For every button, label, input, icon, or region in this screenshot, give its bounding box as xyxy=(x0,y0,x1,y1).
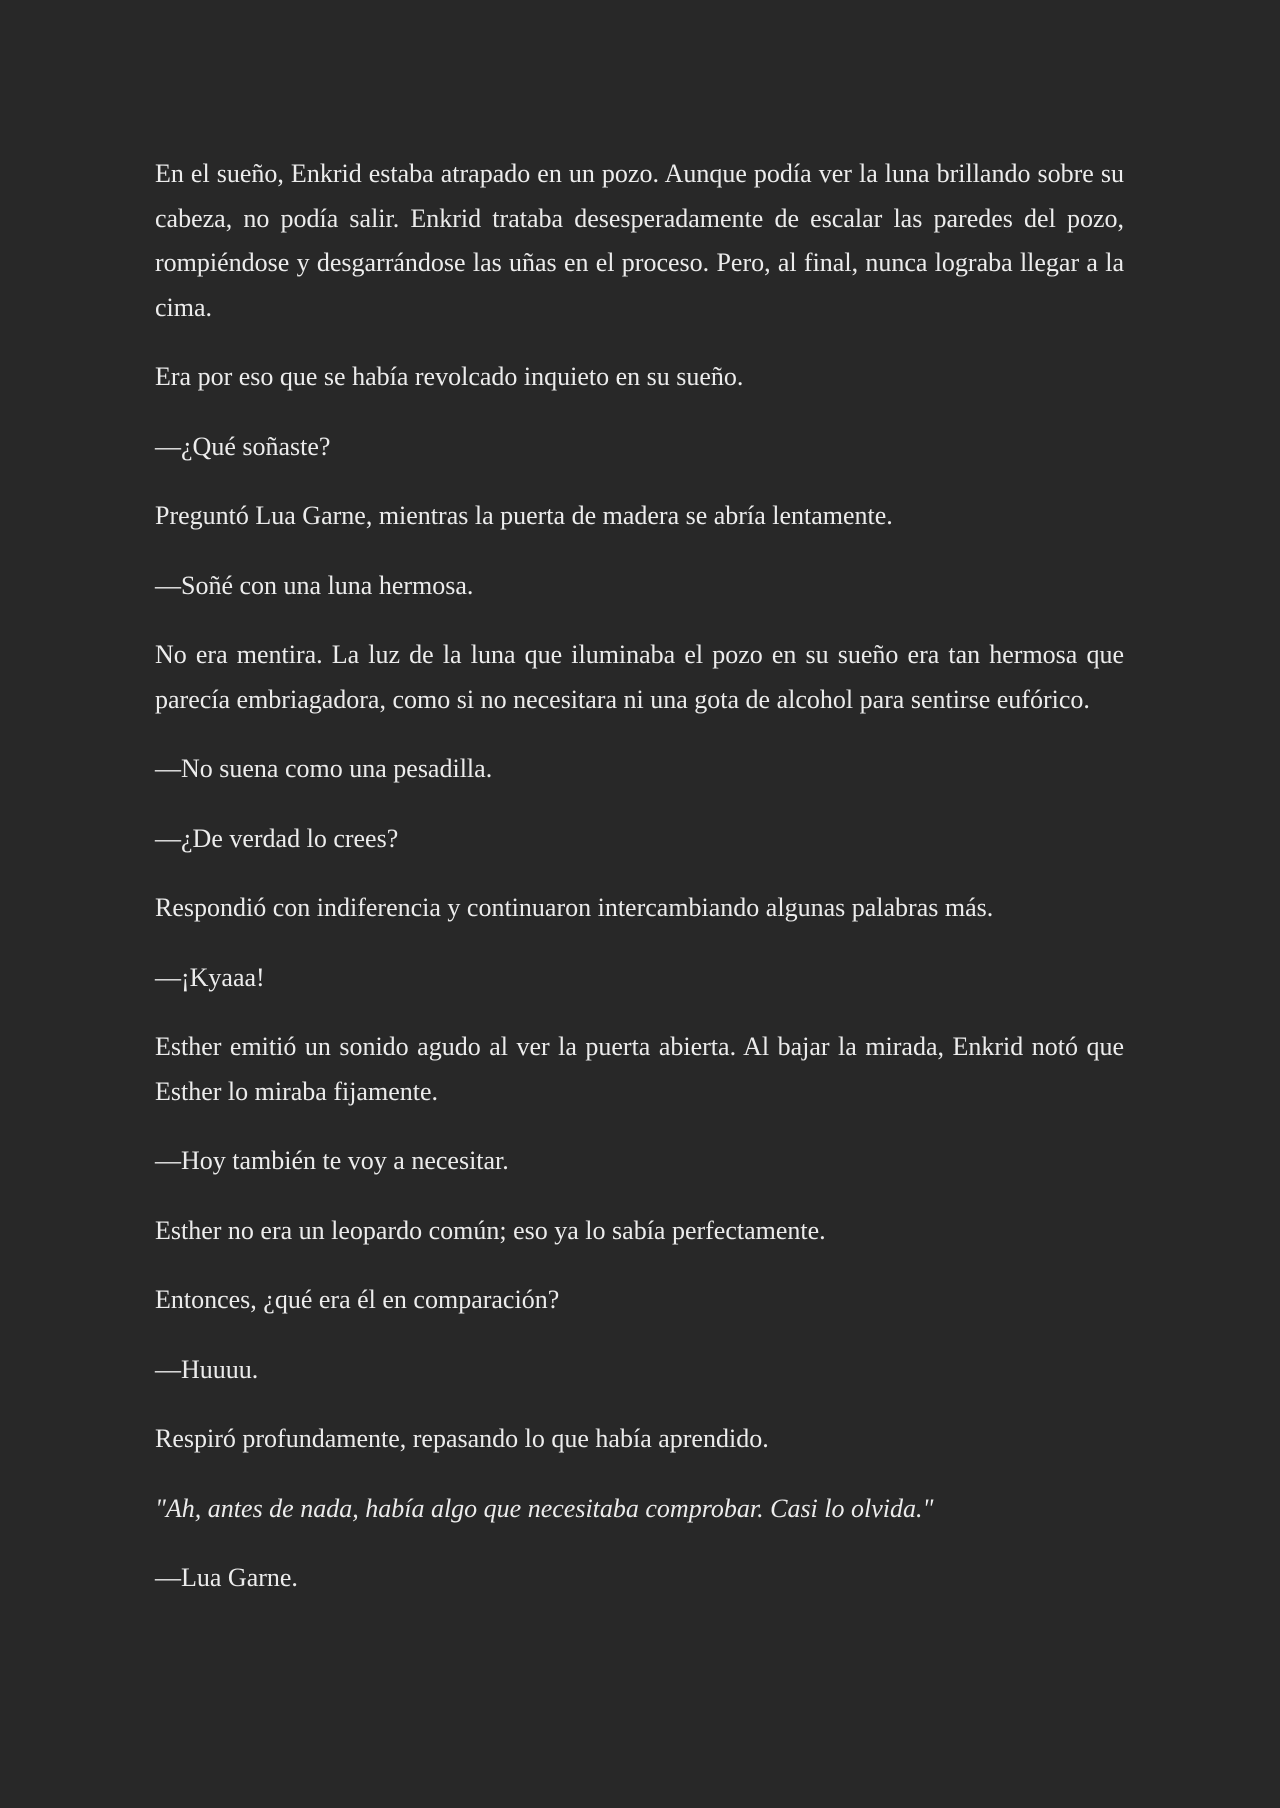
dialogue-line: —Lua Garne. xyxy=(155,1563,298,1592)
paragraph: Entonces, ¿qué era él en comparación? xyxy=(155,1285,560,1314)
paragraph: Esther emitió un sonido agudo al ver la puerta abierta. Al bajar la mirada, Enkrid notó que Esther lo miraba fijamente. xyxy=(155,1032,1124,1106)
paragraph: Era por eso que se había revolcado inquieto en su sueño. xyxy=(155,362,744,391)
dialogue-line: —Hoy también te voy a necesitar. xyxy=(155,1146,509,1175)
dialogue-line: —¿Qué soñaste? xyxy=(155,431,331,461)
dialogue-line: —No suena como una pesadilla. xyxy=(155,754,493,783)
dialogue-line: —¡Kyaaa! xyxy=(155,962,265,992)
paragraph: Respondió con indiferencia y continuaron intercambiando algunas palabras más. xyxy=(155,893,994,922)
reader-content xyxy=(155,152,1124,1626)
paragraph: Preguntó Lua Garne, mientras la puerta de madera se abría lentamente. xyxy=(155,501,893,530)
dialogue-line: —¿De verdad lo crees? xyxy=(155,823,399,853)
dialogue-line: —Soñé con una luna hermosa. xyxy=(155,570,474,600)
paragraph: Respiró profundamente, repasando lo que había aprendido. xyxy=(155,1424,769,1453)
paragraph: Esther no era un leopardo común; eso ya lo sabía perfectamente. xyxy=(155,1215,826,1245)
dialogue-line: —Huuuu. xyxy=(155,1354,259,1384)
paragraph: No era mentira. La luz de la luna que iluminaba el pozo en su sueño era tan hermosa que parecía embriagadora, como si no necesitara ni una gota de alcohol para sentirse eufórico. xyxy=(155,640,1124,714)
paragraph: En el sueño, Enkrid estaba atrapado en un pozo. Aunque podía ver la luna brillando sobre su cabeza, no podía salir. Enkrid trataba desesperadamente de escalar las paredes del pozo, rompiéndose y desgarrándose las uñas en el proceso. Pero, al final, nunca lograba llegar a la cima. xyxy=(155,159,1124,322)
inner-thought: "Ah, antes de nada, había algo que necesitaba comprobar. Casi lo olvida." xyxy=(155,1493,934,1523)
